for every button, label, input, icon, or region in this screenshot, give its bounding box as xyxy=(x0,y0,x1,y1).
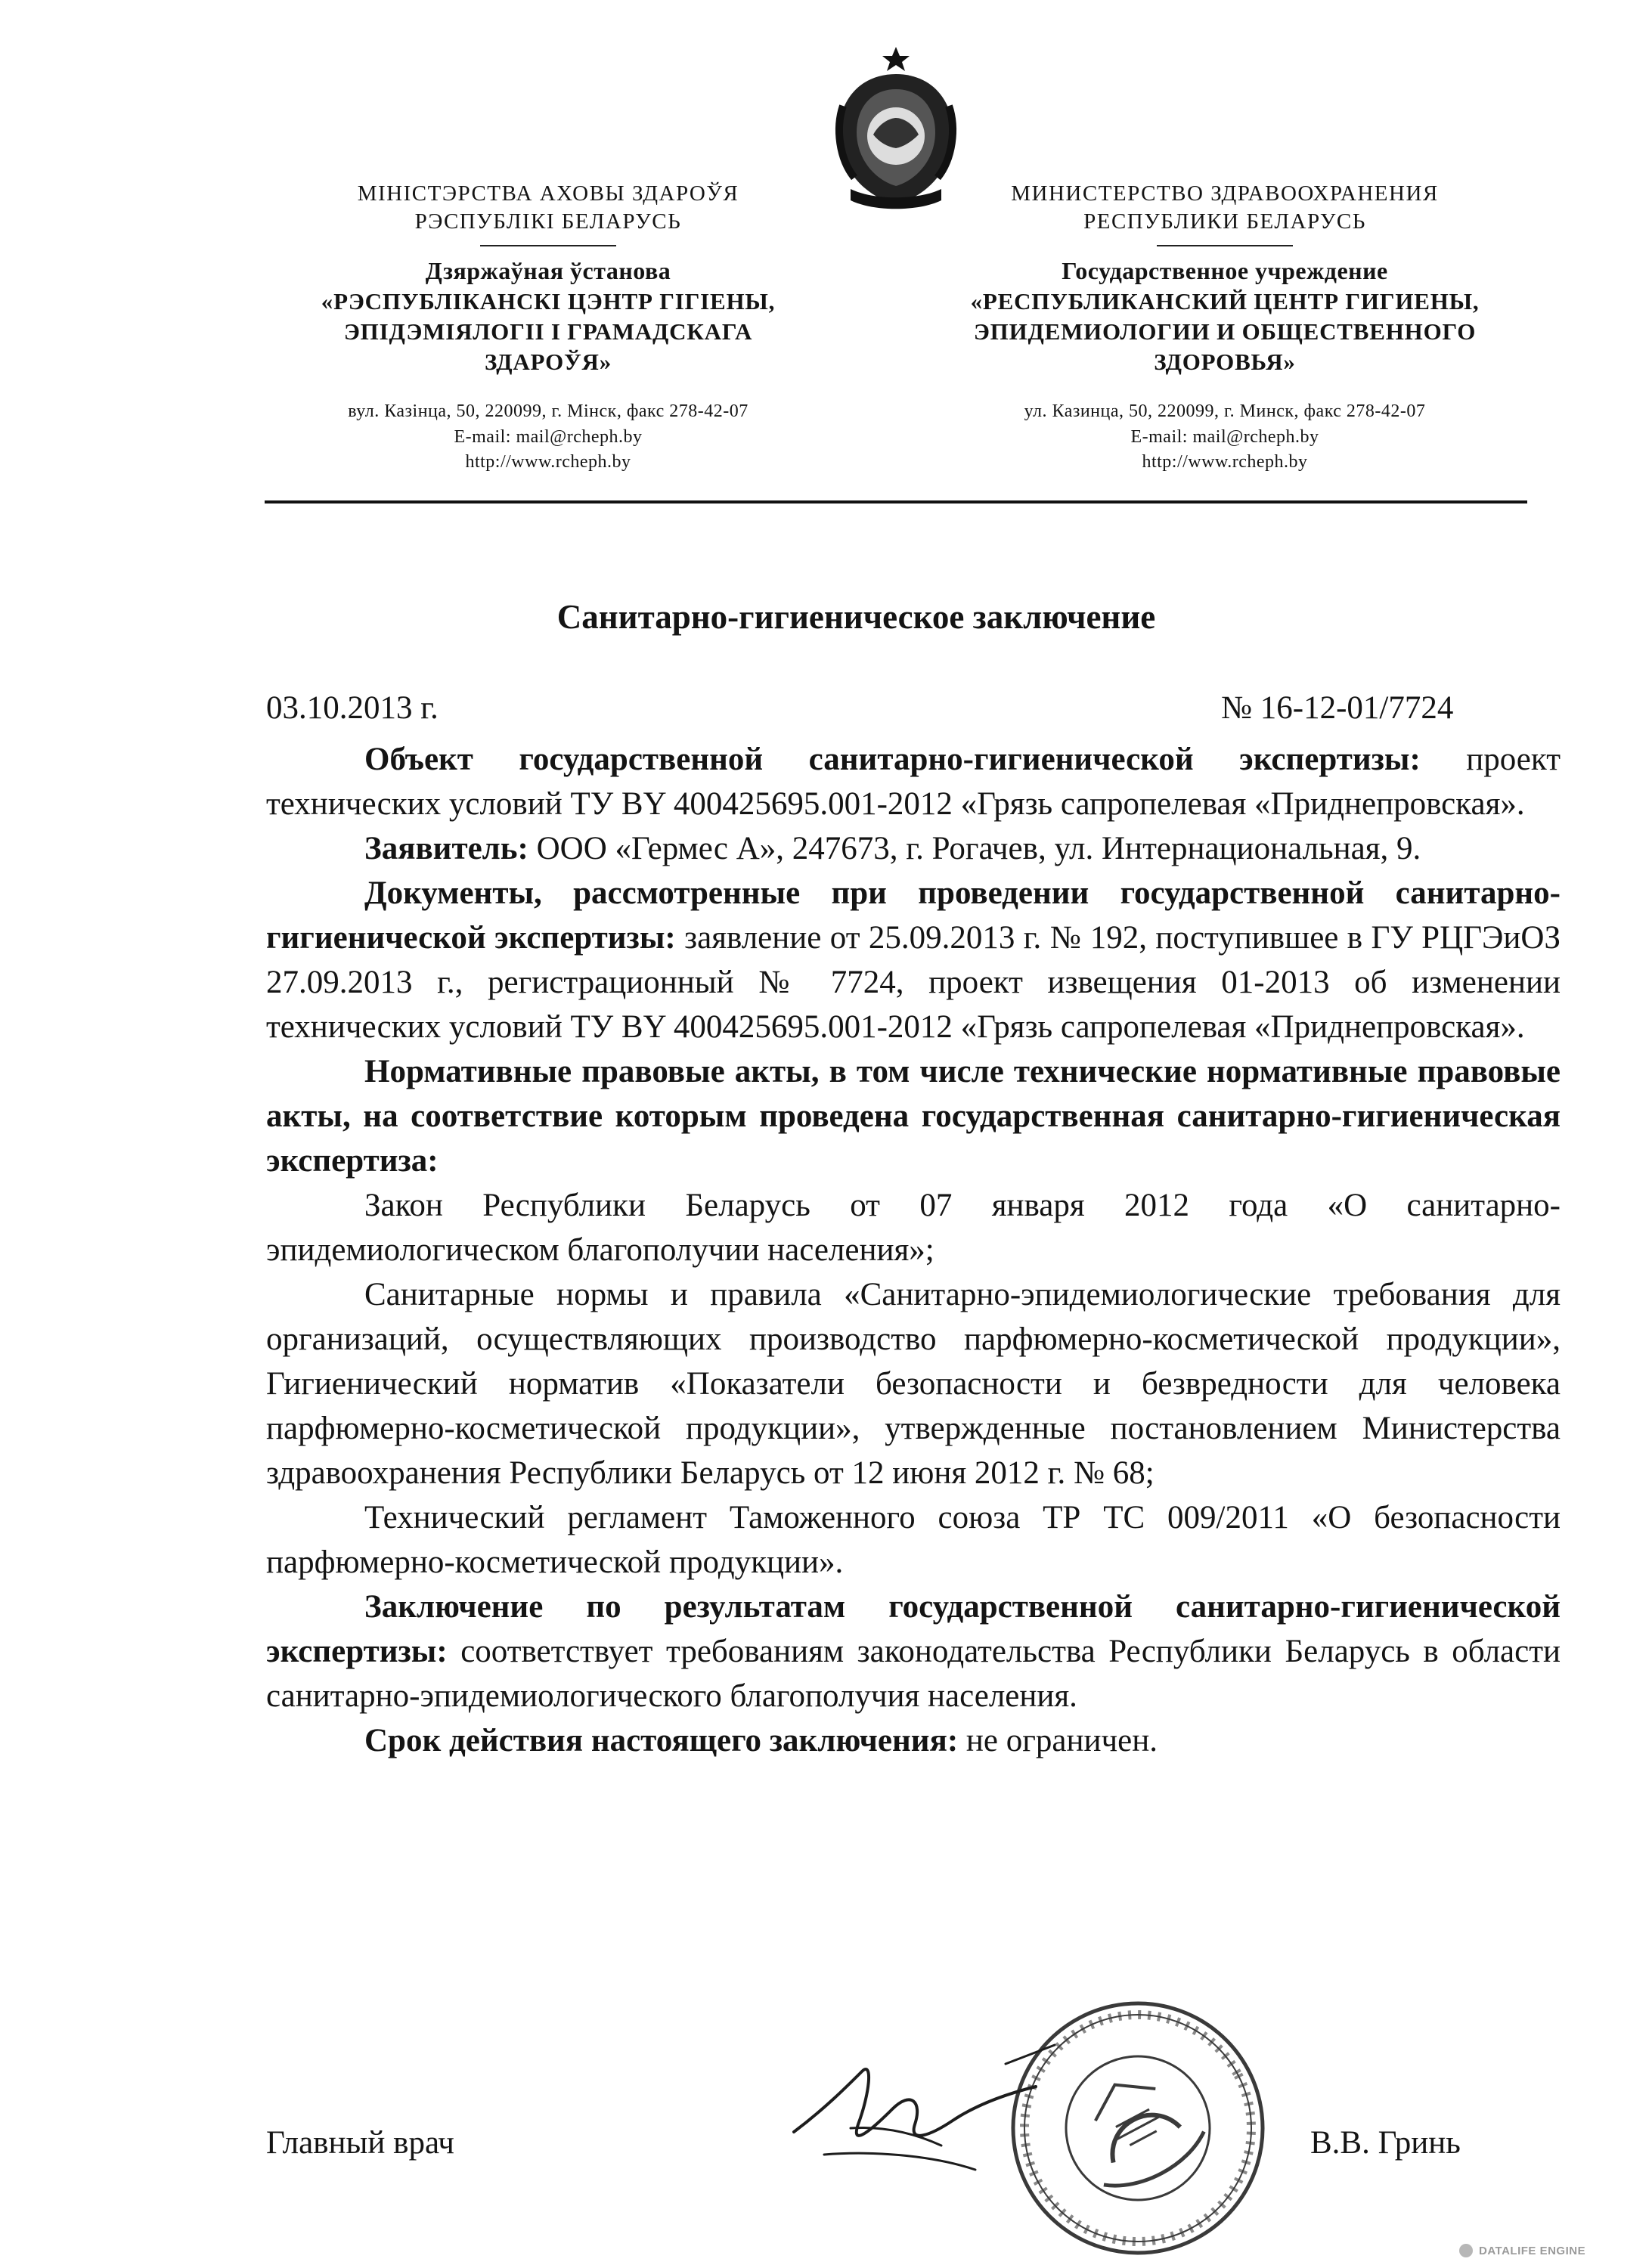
org-name-ru-line1: «РЕСПУБЛИКАНСКИЙ ЦЕНТР ГИГИЕНЫ, xyxy=(970,288,1480,315)
applicant-label: Заявитель: xyxy=(364,831,528,866)
watermark xyxy=(1459,2244,1585,2257)
paragraph-normative xyxy=(266,1049,1561,1183)
watermark-logo-icon xyxy=(1459,2244,1473,2257)
org-name-by-line3: ЗДАРОЎЯ» xyxy=(484,348,612,375)
documents-label: Документы, рассмотренные при проведении государственной санитарно-гигиенической экспертизы: xyxy=(266,875,1561,956)
letterhead-divider xyxy=(480,245,616,246)
email-ru: E-mail: mail@rcheph.by xyxy=(1130,426,1319,447)
org-name-ru-line2: ЭПИДЕМИОЛОГИИ И ОБЩЕСТВЕННОГО xyxy=(973,318,1477,345)
object-label: Объект государственной санитарно-гигиенической экспертизы: xyxy=(364,742,1421,777)
document-body xyxy=(266,737,1561,1763)
normative-label: Нормативные правовые акты, в том числе технические нормативные правовые акты, на соответствие которым проведена государственная санитарно-гигиеническая экспертиза: xyxy=(266,1054,1561,1179)
handwritten-signature xyxy=(779,2041,1066,2192)
paragraph-law: Закон Республики Беларусь от 07 января 2012 года «О санитарно-эпидемиологическом благополучии населения»; xyxy=(266,1188,1561,1268)
paragraph-applicant xyxy=(266,826,1561,871)
letterhead-right xyxy=(938,180,1512,476)
document-title: Санитарно-гигиеническое заключение xyxy=(556,598,1156,636)
email-by: E-mail: mail@rcheph.by xyxy=(454,426,643,447)
validity-text: не ограничен. xyxy=(965,1723,1158,1758)
letterhead-left xyxy=(261,180,835,476)
org-title-ru: Государственное учреждение xyxy=(1062,257,1388,285)
conclusion-text: соответствует требованиям законодательства Республики Беларусь в области санитарно-эпидемиологического благополучия населения. xyxy=(266,1634,1561,1714)
conclusion-label: Заключение по результатам государственной санитарно-гигиенической экспертизы: xyxy=(266,1589,1561,1669)
letterhead-divider xyxy=(1157,245,1293,246)
ministry-name-by-line1: МІНІСТЭРСТВА АХОВЫ ЗДАРОЎЯ xyxy=(357,181,739,206)
address-ru: ул. Казинца, 50, 220099, г. Минск, факс 278-42-07 xyxy=(1024,401,1426,422)
document-date: 03.10.2013 г. xyxy=(266,690,439,726)
paragraph-object xyxy=(266,737,1561,826)
paragraph-documents xyxy=(266,871,1561,1049)
documents-text: заявление от 25.09.2013 г. № 192, поступившее в ГУ РЦГЭиОЗ 27.09.2013 г., регистрационный № 7724, проект извещения 01-2013 об изменении технических условий ТУ BY 400425695.001-2012 «Грязь сапропелевая «Приднепровская». xyxy=(266,920,1561,1045)
address-by: вул. Казінца, 50, 220099, г. Мінск, факс 278-42-07 xyxy=(348,401,749,422)
signatory-name: В.В. Гринь xyxy=(1310,2125,1461,2161)
signatory-position: Главный врач xyxy=(266,2125,454,2161)
document-number: № 16-12-01/7724 xyxy=(1221,690,1454,726)
website-ru: http://www.rcheph.by xyxy=(1142,452,1308,472)
ministry-name-ru-line1: МИНИСТЕРСТВО ЗДРАВООХРАНЕНИЯ xyxy=(1011,181,1439,206)
paragraph-tech-regulation: Технический регламент Таможенного союза ТР ТС 009/2011 «О безопасности парфюмерно-косметической продукции». xyxy=(266,1500,1561,1580)
org-name-by-line1: «РЭСПУБЛІКАНСКІ ЦЭНТР ГІГІЕНЫ, xyxy=(321,288,776,315)
ministry-name-ru-line2: РЕСПУБЛИКИ БЕЛАРУСЬ xyxy=(1083,209,1366,234)
contacts-by xyxy=(261,399,835,476)
paragraph-validity xyxy=(266,1718,1561,1763)
contacts-ru xyxy=(938,399,1512,476)
org-name-by-line2: ЭПІДЭМІЯЛОГІІ І ГРАМАДСКАГА xyxy=(343,318,753,345)
website-by: http://www.rcheph.by xyxy=(465,452,631,472)
validity-label: Срок действия настоящего заключения: xyxy=(364,1723,959,1758)
object-text: проект технических условий ТУ BY 400425695.001-2012 «Грязь сапропелевая «Приднепровская». xyxy=(266,742,1561,822)
watermark-text: DATALIFE ENGINE xyxy=(1479,2244,1586,2257)
paragraph-conclusion xyxy=(266,1585,1561,1718)
applicant-text: ООО «Гермес А», 247673, г. Рогачев, ул. Интернациональная, 9. xyxy=(536,831,1421,866)
ministry-name-by-line2: РЭСПУБЛІКІ БЕЛАРУСЬ xyxy=(414,209,682,234)
org-title-by: Дзяржаўная ўстанова xyxy=(425,257,671,285)
letterhead-bottom-rule xyxy=(265,500,1527,503)
paragraph-sanitary-norms: Санитарные нормы и правила «Санитарно-эпидемиологические требования для организаций, осуществляющих производство парфюмерно-косметической продукции», Гигиенический норматив «Показатели безопасности и безвредности для человека парфюмерно-косметической продукции», утвержденные постановлением Министерства здравоохранения Республики Беларусь от 12 июня 2012 г. № 68; xyxy=(266,1277,1561,1491)
org-name-ru-line3: ЗДОРОВЬЯ» xyxy=(1154,348,1296,375)
